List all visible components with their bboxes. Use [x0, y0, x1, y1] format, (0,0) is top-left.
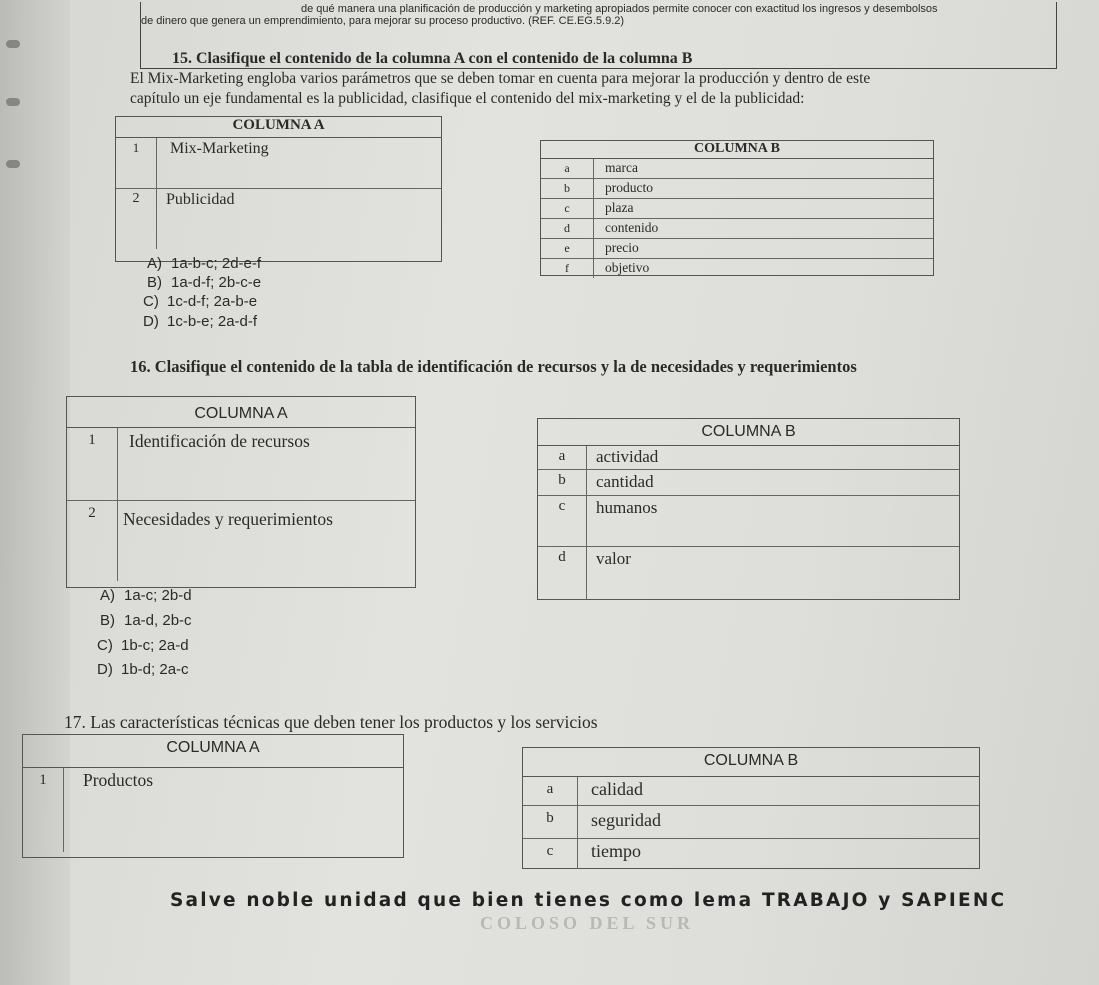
- row-text: precio: [605, 240, 639, 255]
- table-row: [23, 768, 403, 852]
- table-row: [541, 159, 933, 179]
- q17-title: 17. Las características técnicas que deben tener los productos y los servicios: [64, 712, 598, 732]
- row-number: a: [538, 446, 587, 469]
- table-row: [523, 806, 979, 839]
- q16-title: 16. Clasifique el contenido de la tabla de identificación de recursos y la de necesidades y requerimientos: [130, 357, 857, 376]
- answer-option[interactable]: [100, 587, 192, 604]
- row-number: d: [538, 547, 587, 599]
- table-row: [538, 547, 959, 599]
- option-letter: D): [143, 313, 159, 330]
- row-number: 2: [116, 189, 157, 249]
- table-row: [541, 219, 933, 239]
- table-row: [523, 777, 979, 806]
- row-number: a: [541, 159, 594, 178]
- table-row: [541, 259, 933, 278]
- row-number: f: [541, 259, 594, 278]
- option-letter: B): [147, 274, 162, 291]
- binder-hole: [6, 40, 20, 48]
- answer-option[interactable]: [100, 612, 192, 629]
- school-name-watermark: COLOSO DEL SUR: [480, 913, 695, 933]
- q15-column-a-table: [115, 116, 442, 262]
- table-row: [541, 199, 933, 219]
- row-number: d: [541, 219, 594, 238]
- q15-column-b-header: COLUMNA B: [541, 141, 933, 159]
- answer-option[interactable]: [143, 313, 257, 330]
- q15-title: 15. Clasifique el contenido de la columna A con el contenido de la columna B: [172, 50, 693, 67]
- row-text: producto: [605, 180, 653, 195]
- option-letter: A): [147, 255, 162, 272]
- row-number: c: [541, 199, 594, 218]
- row-text: seguridad: [591, 810, 661, 830]
- row-text: valor: [596, 549, 631, 568]
- row-text: cantidad: [596, 472, 654, 491]
- row-text: Identificación de recursos: [129, 431, 310, 451]
- option-value: 1c-d-f; 2a-b-e: [167, 293, 258, 310]
- row-number: c: [523, 839, 578, 869]
- row-text: marca: [605, 160, 638, 175]
- option-value: 1b-d; 2a-c: [121, 661, 189, 678]
- row-text: contenido: [605, 220, 659, 235]
- row-number: a: [523, 777, 578, 805]
- objective-line-1: de qué manera una planificación de producción y marketing apropiados permite conocer con exactitud los ingresos y desembolsos: [301, 3, 938, 15]
- q17-column-a-header: COLUMNA A: [23, 735, 403, 768]
- row-number: 2: [67, 501, 118, 581]
- row-text: actividad: [596, 447, 659, 466]
- row-text: Necesidades y requerimientos: [123, 509, 333, 529]
- option-value: 1a-d-f; 2b-c-e: [171, 274, 262, 291]
- row-number: 1: [116, 138, 157, 188]
- answer-option[interactable]: [143, 293, 257, 310]
- answer-option[interactable]: [147, 274, 261, 291]
- row-number: 1: [67, 428, 118, 500]
- q16-column-a-header: COLUMNA A: [67, 397, 415, 428]
- row-number: b: [541, 179, 594, 198]
- table-row: [523, 839, 979, 869]
- answer-option[interactable]: [97, 661, 189, 678]
- row-number: e: [541, 239, 594, 258]
- table-row: [116, 138, 441, 189]
- option-letter: B): [100, 612, 115, 629]
- option-letter: D): [97, 661, 113, 678]
- table-row: [541, 179, 933, 199]
- table-row: [538, 496, 959, 547]
- q15-line-2: capítulo un eje fundamental es la publicidad, clasifique el contenido del mix-marketing y el de la publicidad:: [130, 90, 805, 107]
- q15-line-1: El Mix-Marketing engloba varios parámetros que se deben tomar en cuenta para mejorar la producción y dentro de este: [130, 70, 871, 87]
- q16-column-b-table: [537, 418, 960, 600]
- row-text: plaza: [605, 200, 634, 215]
- table-row: [538, 470, 959, 496]
- row-text: calidad: [591, 779, 643, 799]
- row-number: b: [523, 806, 578, 838]
- q17-column-b-table: [522, 747, 980, 869]
- row-text: objetivo: [605, 260, 650, 275]
- option-letter: C): [143, 293, 159, 310]
- option-letter: A): [100, 587, 115, 604]
- table-row: [116, 189, 441, 249]
- answer-option[interactable]: [97, 637, 189, 654]
- option-value: 1a-c; 2b-d: [124, 587, 192, 604]
- q15-column-b-table: [540, 140, 934, 276]
- option-value: 1b-c; 2a-d: [121, 637, 189, 654]
- option-letter: C): [97, 637, 113, 654]
- row-number: b: [538, 470, 587, 495]
- option-value: 1a-b-c; 2d-e-f: [171, 255, 262, 272]
- objective-line-2: de dinero que genera un emprendimiento, para mejorar su proceso productivo. (REF. CE.EG.5.9.2): [141, 15, 625, 27]
- row-text: Productos: [83, 770, 153, 790]
- row-text: Publicidad: [166, 191, 235, 208]
- binder-hole: [6, 98, 20, 106]
- q16-column-a-table: [66, 396, 416, 588]
- q17-column-a-table: [22, 734, 404, 858]
- q15-column-a-header: COLUMNA A: [116, 117, 441, 138]
- binder-hole: [6, 160, 20, 168]
- row-number: 1: [23, 768, 64, 852]
- row-text: tiempo: [591, 841, 641, 861]
- option-value: 1a-d, 2b-c: [124, 612, 192, 629]
- table-row: [67, 501, 415, 581]
- q16-column-b-header: COLUMNA B: [538, 419, 959, 446]
- answer-option[interactable]: [147, 255, 261, 272]
- row-text: Mix-Marketing: [170, 140, 269, 157]
- table-row: [67, 428, 415, 501]
- table-row: [538, 446, 959, 470]
- q17-column-b-header: COLUMNA B: [523, 748, 979, 777]
- table-row: [541, 239, 933, 259]
- row-text: humanos: [596, 498, 658, 517]
- row-number: c: [538, 496, 587, 546]
- option-value: 1c-b-e; 2a-d-f: [167, 313, 258, 330]
- school-motto: Salve noble unidad que bien tienes como lema TRABAJO y SAPIENC: [170, 890, 1007, 911]
